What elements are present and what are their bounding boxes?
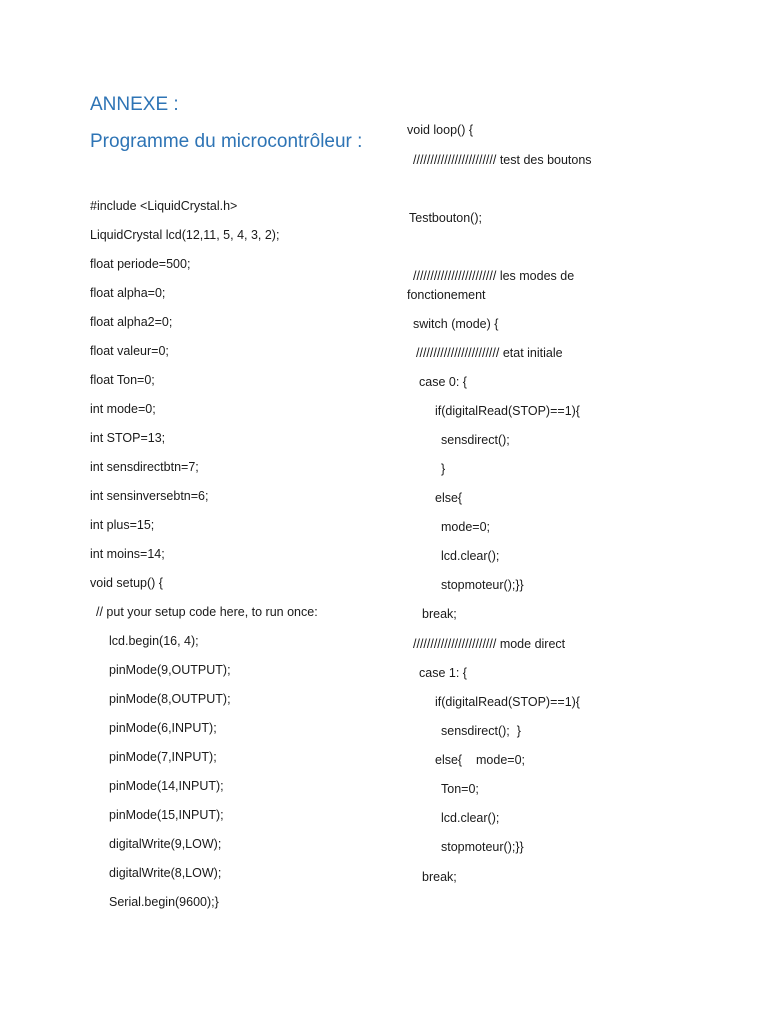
left-code-line: pinMode(9,OUTPUT); [109,663,231,677]
program-heading: Programme du microcontrôleur : [90,131,363,152]
right-code-line: void loop() { [407,123,474,137]
right-code-line: if(digitalRead(STOP)==1){ [435,404,580,418]
right-code-line: mode=0; [441,520,490,534]
right-code-line: break; [422,607,457,621]
right-code-line: case 1: { [419,666,467,680]
right-code-line: case 0: { [419,375,467,389]
right-code-line: lcd.clear(); [441,811,500,825]
left-code-line: void setup() { [90,576,163,590]
right-code-line: stopmoteur();}} [441,578,524,592]
left-code-line: float Ton=0; [90,373,155,387]
left-code-line: LiquidCrystal lcd(12,11, 5, 4, 3, 2); [90,228,280,242]
left-code-line: digitalWrite(8,LOW); [109,866,222,880]
left-code-line: lcd.begin(16, 4); [109,634,199,648]
left-code-line: pinMode(6,INPUT); [109,721,217,735]
right-code-line: Ton=0; [441,782,479,796]
left-code-line: // put your setup code here, to run once: [96,605,318,619]
right-code-line: //////////////////////// etat initiale [416,346,563,360]
right-code-line: } [441,462,446,476]
right-code-line: sensdirect(); [441,433,510,447]
right-code-line: if(digitalRead(STOP)==1){ [435,695,580,709]
right-code-line: //////////////////////// mode direct [413,637,566,651]
left-code-line: digitalWrite(9,LOW); [109,837,222,851]
right-code-line: sensdirect(); } [441,724,521,738]
right-code-line: break; [422,870,457,884]
left-code-line: int sensdirectbtn=7; [90,460,199,474]
left-code-line: int plus=15; [90,518,155,532]
left-code-line: pinMode(15,INPUT); [109,808,224,822]
left-code-line: #include <LiquidCrystal.h> [90,199,238,213]
right-code-line: else{ [435,491,463,505]
left-code-line: pinMode(14,INPUT); [109,779,224,793]
right-code-line: Testbouton(); [409,211,482,225]
right-code-line: else{ mode=0; [435,753,525,767]
left-code-line: pinMode(8,OUTPUT); [109,692,231,706]
left-code-line: float alpha2=0; [90,315,173,329]
right-code-line: switch (mode) { [413,317,499,331]
right-code-line: stopmoteur();}} [441,840,524,854]
left-code-line: int mode=0; [90,402,156,416]
left-code-line: Serial.begin(9600);} [109,895,219,909]
right-code-line: fonctionement [407,288,486,302]
left-code-line: float alpha=0; [90,286,166,300]
right-code-line: //////////////////////// test des boutons [413,153,592,167]
left-code-line: float periode=500; [90,257,191,271]
left-code-line: float valeur=0; [90,344,169,358]
left-code-line: int sensinversebtn=6; [90,489,209,503]
left-code-line: pinMode(7,INPUT); [109,750,217,764]
annexe-heading: ANNEXE : [90,94,179,115]
right-code-line: lcd.clear(); [441,549,500,563]
left-code-line: int moins=14; [90,547,165,561]
left-code-line: int STOP=13; [90,431,166,445]
right-code-line: //////////////////////// les modes de [413,269,575,283]
